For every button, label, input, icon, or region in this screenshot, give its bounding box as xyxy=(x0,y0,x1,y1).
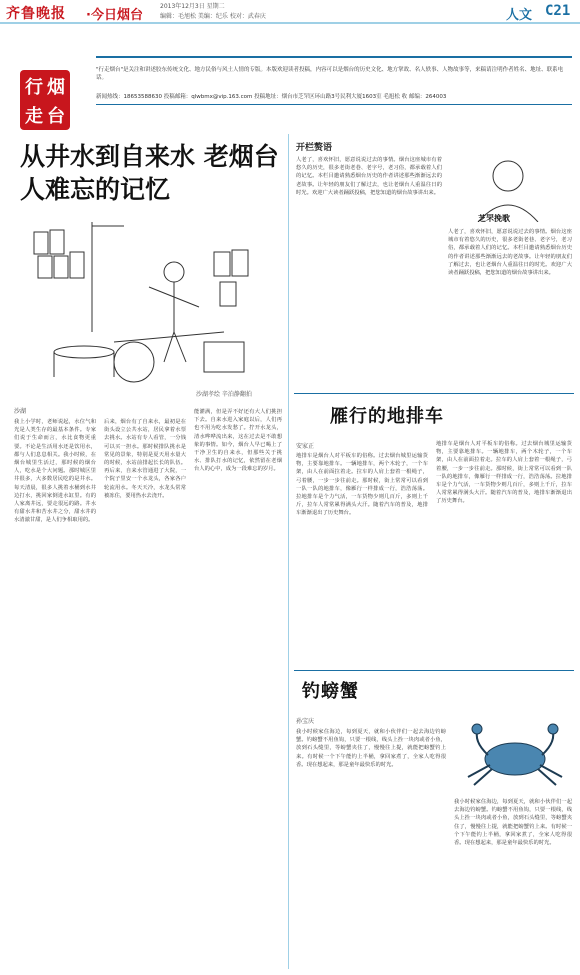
intro-rule xyxy=(96,104,572,105)
author-portrait-illustration xyxy=(448,148,568,222)
contact-info: 新闻热线：18653588630 投稿邮箱：qlwbmx@vip.163.com 投稿地址：烟台市芝罘区环山路3号民利大厦1603室 毛旭松 收 邮编：264003 xyxy=(96,94,447,100)
logo-char: 走 xyxy=(25,106,43,127)
author-name: 芝罘挽歌 xyxy=(478,214,510,223)
newspaper-brand: 齐鲁晚报 xyxy=(6,6,66,22)
column-divider xyxy=(288,134,289,969)
page-category: 人文 xyxy=(506,8,533,23)
column-intro: "行走烟台"是关注和讲述胶东传统文化、地方民俗与风土人情的专版。本版欢迎读者投稿，内容可以是烟台的历史文化、地方掌故、名人轶事、人物故事等，来稿请注明作者姓名、地址、联系电话。 xyxy=(96,67,564,81)
article-byline: 沙湖 xyxy=(14,408,27,415)
editor-credits: 编辑：毛旭松 美编：纪乐 校对：武春庆 xyxy=(160,13,266,20)
article-column: 我小时候家住海边，每到夏天，就和小伙伴们一起去海边钓螃蟹。钓螃蟹不用鱼钩，只要一根线，线头上拴一块肉或者小鱼，放到石头缝里，等螃蟹夹住了，慢慢往上提，就能把螃蟹钓上来。有时候一个下午能钓上半桶，拿回家煮了，全家人吃得很香。现在想起来，那是童年最快乐的时光。 xyxy=(454,799,572,847)
article-byline: 孙宝庆 xyxy=(296,718,315,725)
article-column: 后来，烟台有了自来水，最初是在街头设立公共水站，居民拿着水票去挑水。水站有专人看管，一分钱可以买一担水。那时候排队挑水是常见的景象，特别是夏天用水量大的时候，水站前排起长长的队伍。再后来，自来水管通进了大院，一个院子里安一个水龙头，各家各户轮流用水。冬天天冷，水龙头常常被冻住，要用热水去浇开。 xyxy=(104,419,186,499)
column-text: 人老了，喜欢怀旧，愿意说说过去的事情。烟台这座城市有着悠久的历史，很多老街老巷、老字号，老习俗，都承载着人们的记忆。本栏目邀请熟悉烟台历史的作者讲述那些渐渐远去的老故事。让年轻的朋友们了解过去，也让老烟台人重温往日的时光。欢迎广大读者踊跃投稿，把您知道的烟台故事讲出来。 xyxy=(296,157,442,196)
column-text-continued: 人老了，喜欢怀旧，愿意说说过去的事情。烟台这座城市有着悠久的历史，很多老街老巷、老字号，老习俗，都承载着人们的记忆。本栏目邀请熟悉烟台历史的作者讲述那些渐渐远去的老故事。让年轻的朋友们了解过去，也让老烟台人重温往日的时光。欢迎广大读者踊跃投稿，把您知道的烟台故事讲出来。 xyxy=(448,229,572,277)
section-rule xyxy=(294,670,574,671)
article-headline: 从井水到自来水 老烟台人难忘的记忆 xyxy=(20,142,279,204)
well-sketch-illustration xyxy=(24,212,264,390)
issue-date: 2013年12月3日 星期二 xyxy=(160,3,225,10)
article-column: 我上小学时，老师说起，水位气和光是人类生存的最基本条件。专家们说于生命而言，水比食物更重要。不论是生活用水还是饮用水，都与人们息息相关。我小时候，在烟台城里生活过，那时候的烟台人，吃水是个大问题。那时城区里井很多，大多数居民吃的是井水。每天清晨，很多人挑着水桶到水井边打水，挑回家倒进水缸里。有的人家离井远，要走很远的路。井水有甜水井和苦水井之分，甜水井的水清澈甘甜，是人们争相取用的。 xyxy=(14,419,96,524)
article-column: 地排车是烟台人对平板车的俗称。过去烟台城里运输货物，主要靠地排车。一辆地排车，两个木轮子，一个车架，由人在前面拉着走。拉车的人肩上套着一根绳子，弓着腰，一步一步往前走。那时候，街上常常可以看到一队一队的地排车，像雁行一样排成一行，浩浩荡荡。拉地排车是个力气活，一车货物少则几百斤，多则上千斤，拉车人常常累得满头大汗。随着汽车的普及，地排车渐渐退出了历史舞台。 xyxy=(436,441,572,505)
logo-char: 烟 xyxy=(47,77,65,98)
column-logo xyxy=(20,70,70,130)
header-rule xyxy=(96,56,572,58)
section-rule xyxy=(294,393,574,394)
article-headline: 钓螃蟹 xyxy=(302,681,359,702)
logo-char: 台 xyxy=(47,106,65,127)
article-byline: 安家正 xyxy=(296,443,315,450)
column-section-title: 开栏赘语 xyxy=(296,143,333,153)
article-headline: 雁行的地排车 xyxy=(330,406,444,427)
article-column: 地排车是烟台人对平板车的俗称。过去烟台城里运输货物，主要靠地排车。一辆地排车，两个木轮子，一个车架，由人在前面拉着走。拉车的人肩上套着一根绳子，弓着腰，一步一步往前走。那时候，街上常常可以看到一队一队的地排车，像雁行一样排成一行，浩浩荡荡。拉地排车是个力气活，一车货物少则几百斤，多则上千斤，拉车人常常累得满头大汗。随着汽车的普及，地排车渐渐退出了历史舞台。 xyxy=(296,453,428,517)
logo-char: 行 xyxy=(25,77,43,98)
crab-illustration xyxy=(458,721,572,791)
image-caption: 沙湖孝绘 辛泊静翻拍 xyxy=(196,391,252,398)
section-name: ·今日烟台 xyxy=(86,8,143,23)
article-column: 能灌满，但是弄不好还有大人们挑担下去。自来水进入家庭以后，人们再也不用为吃水发愁了。拧开水龙头，清水哗哗流出来，这在过去是不敢想象的事情。如今，烟台人早已喝上了干净卫生的自来水，但那些关于挑水、排队打水的记忆，依然留在老烟台人的心中，成为一段难忘的岁月。 xyxy=(194,409,282,473)
article-column: 我小时候家住海边，每到夏天，就和小伙伴们一起去海边钓螃蟹。钓螃蟹不用鱼钩，只要一根线，线头上拴一块肉或者小鱼，放到石头缝里，等螃蟹夹住了，慢慢往上提，就能把螃蟹钓上来。有时候一个下午能钓上半桶，拿回家煮了，全家人吃得很香。现在想起来，那是童年最快乐的时光。 xyxy=(296,729,446,768)
page-number: C21 xyxy=(545,3,571,19)
